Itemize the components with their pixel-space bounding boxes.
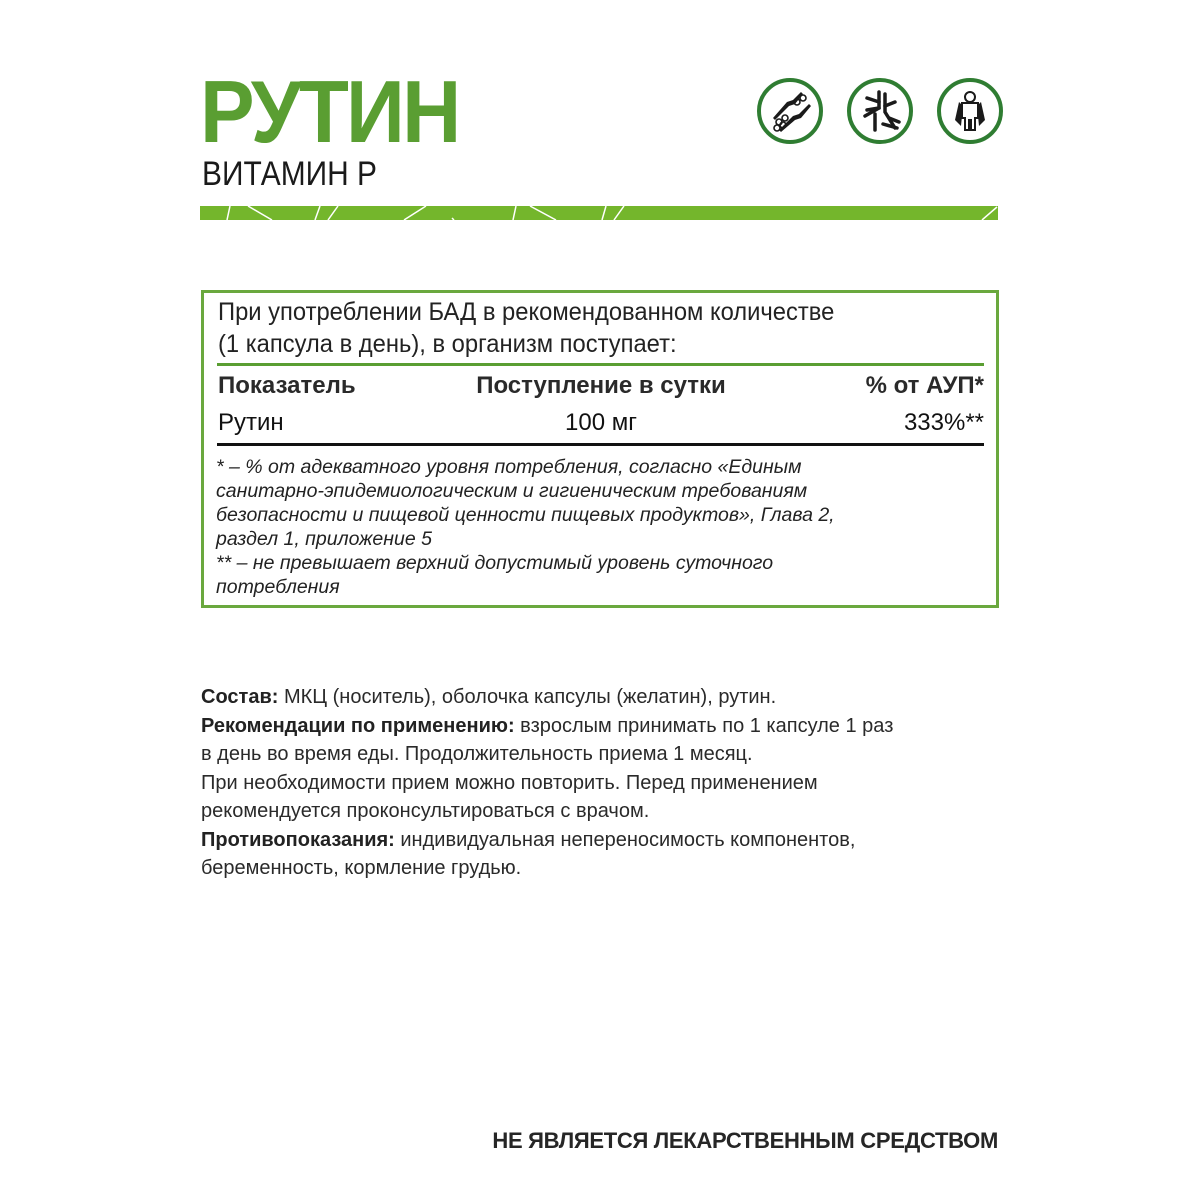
- contra-label: Противопоказания:: [201, 828, 395, 851]
- composition-text: МКЦ (носитель), оболочка капсулы (желатин), рутин.: [278, 686, 777, 708]
- intro-text: [218, 296, 834, 360]
- table-header-row: [218, 371, 984, 401]
- product-title: РУТИН: [200, 62, 459, 161]
- header-percent-aup: % от АУП*: [865, 372, 984, 399]
- footnote-line: безопасности и пищевой ценности пищевых продуктов», Глава 2,: [216, 504, 835, 526]
- footnote-line: * – % от адекватного уровня потребления, согласно «Единым: [216, 456, 802, 478]
- disclaimer: НЕ ЯВЛЯЕТСЯ ЛЕКАРСТВЕННЫМ СРЕДСТВОМ: [492, 1128, 998, 1153]
- intro-line-2: (1 капсула в день), в организм поступает:: [218, 330, 677, 358]
- header-indicator: Показатель: [218, 372, 356, 399]
- footnotes: [216, 455, 986, 599]
- usage-line-4: рекомендуется проконсультироваться с врачом.: [201, 800, 650, 822]
- table-bottom-divider: [217, 443, 984, 446]
- cell-percent-aup: 333%**: [903, 409, 984, 436]
- table-row: [218, 408, 984, 438]
- header-daily-intake: Поступление в сутки: [476, 372, 726, 399]
- footnote-line: раздел 1, приложение 5: [216, 528, 432, 550]
- immune-protection-icon: [937, 78, 1003, 144]
- usage-text: взрослым принимать по 1 капсуле 1 раз: [514, 714, 894, 737]
- composition-label: Состав:: [201, 686, 279, 708]
- usage: [201, 712, 1001, 741]
- table-top-divider: [217, 363, 984, 366]
- contra-text: индивидуальная непереносимость компонентов,: [394, 828, 856, 851]
- product-description: [201, 683, 1001, 883]
- blood-vessel-icon: [757, 78, 823, 144]
- footnote-line: потребления: [216, 576, 340, 598]
- usage-line-2: в день во время еды. Продолжительность приема 1 месяц.: [201, 743, 753, 765]
- footnote-line: ** – не превышает верхний допустимый уровень суточного: [216, 552, 774, 574]
- composition: [201, 683, 1001, 712]
- benefit-icons: [757, 78, 1003, 144]
- contraindications: [201, 826, 1001, 855]
- cell-daily-intake: 100 мг: [565, 409, 637, 436]
- intro-line-1: При употреблении БАД в рекомендованном количестве: [218, 298, 835, 326]
- decorative-green-bar: [200, 206, 998, 220]
- nutrition-info-box: [201, 290, 999, 608]
- usage-label: Рекомендации по применению:: [201, 714, 515, 737]
- footnote-line: санитарно-эпидемиологическим и гигиеническим требованиям: [216, 480, 808, 502]
- contra-line-2: беременность, кормление грудью.: [201, 857, 522, 879]
- cell-indicator: Рутин: [218, 409, 284, 436]
- capillaries-icon: [847, 78, 913, 144]
- usage-line-3: При необходимости прием можно повторить. Перед применением: [201, 771, 818, 794]
- product-subtitle: ВИТАМИН P: [202, 155, 378, 193]
